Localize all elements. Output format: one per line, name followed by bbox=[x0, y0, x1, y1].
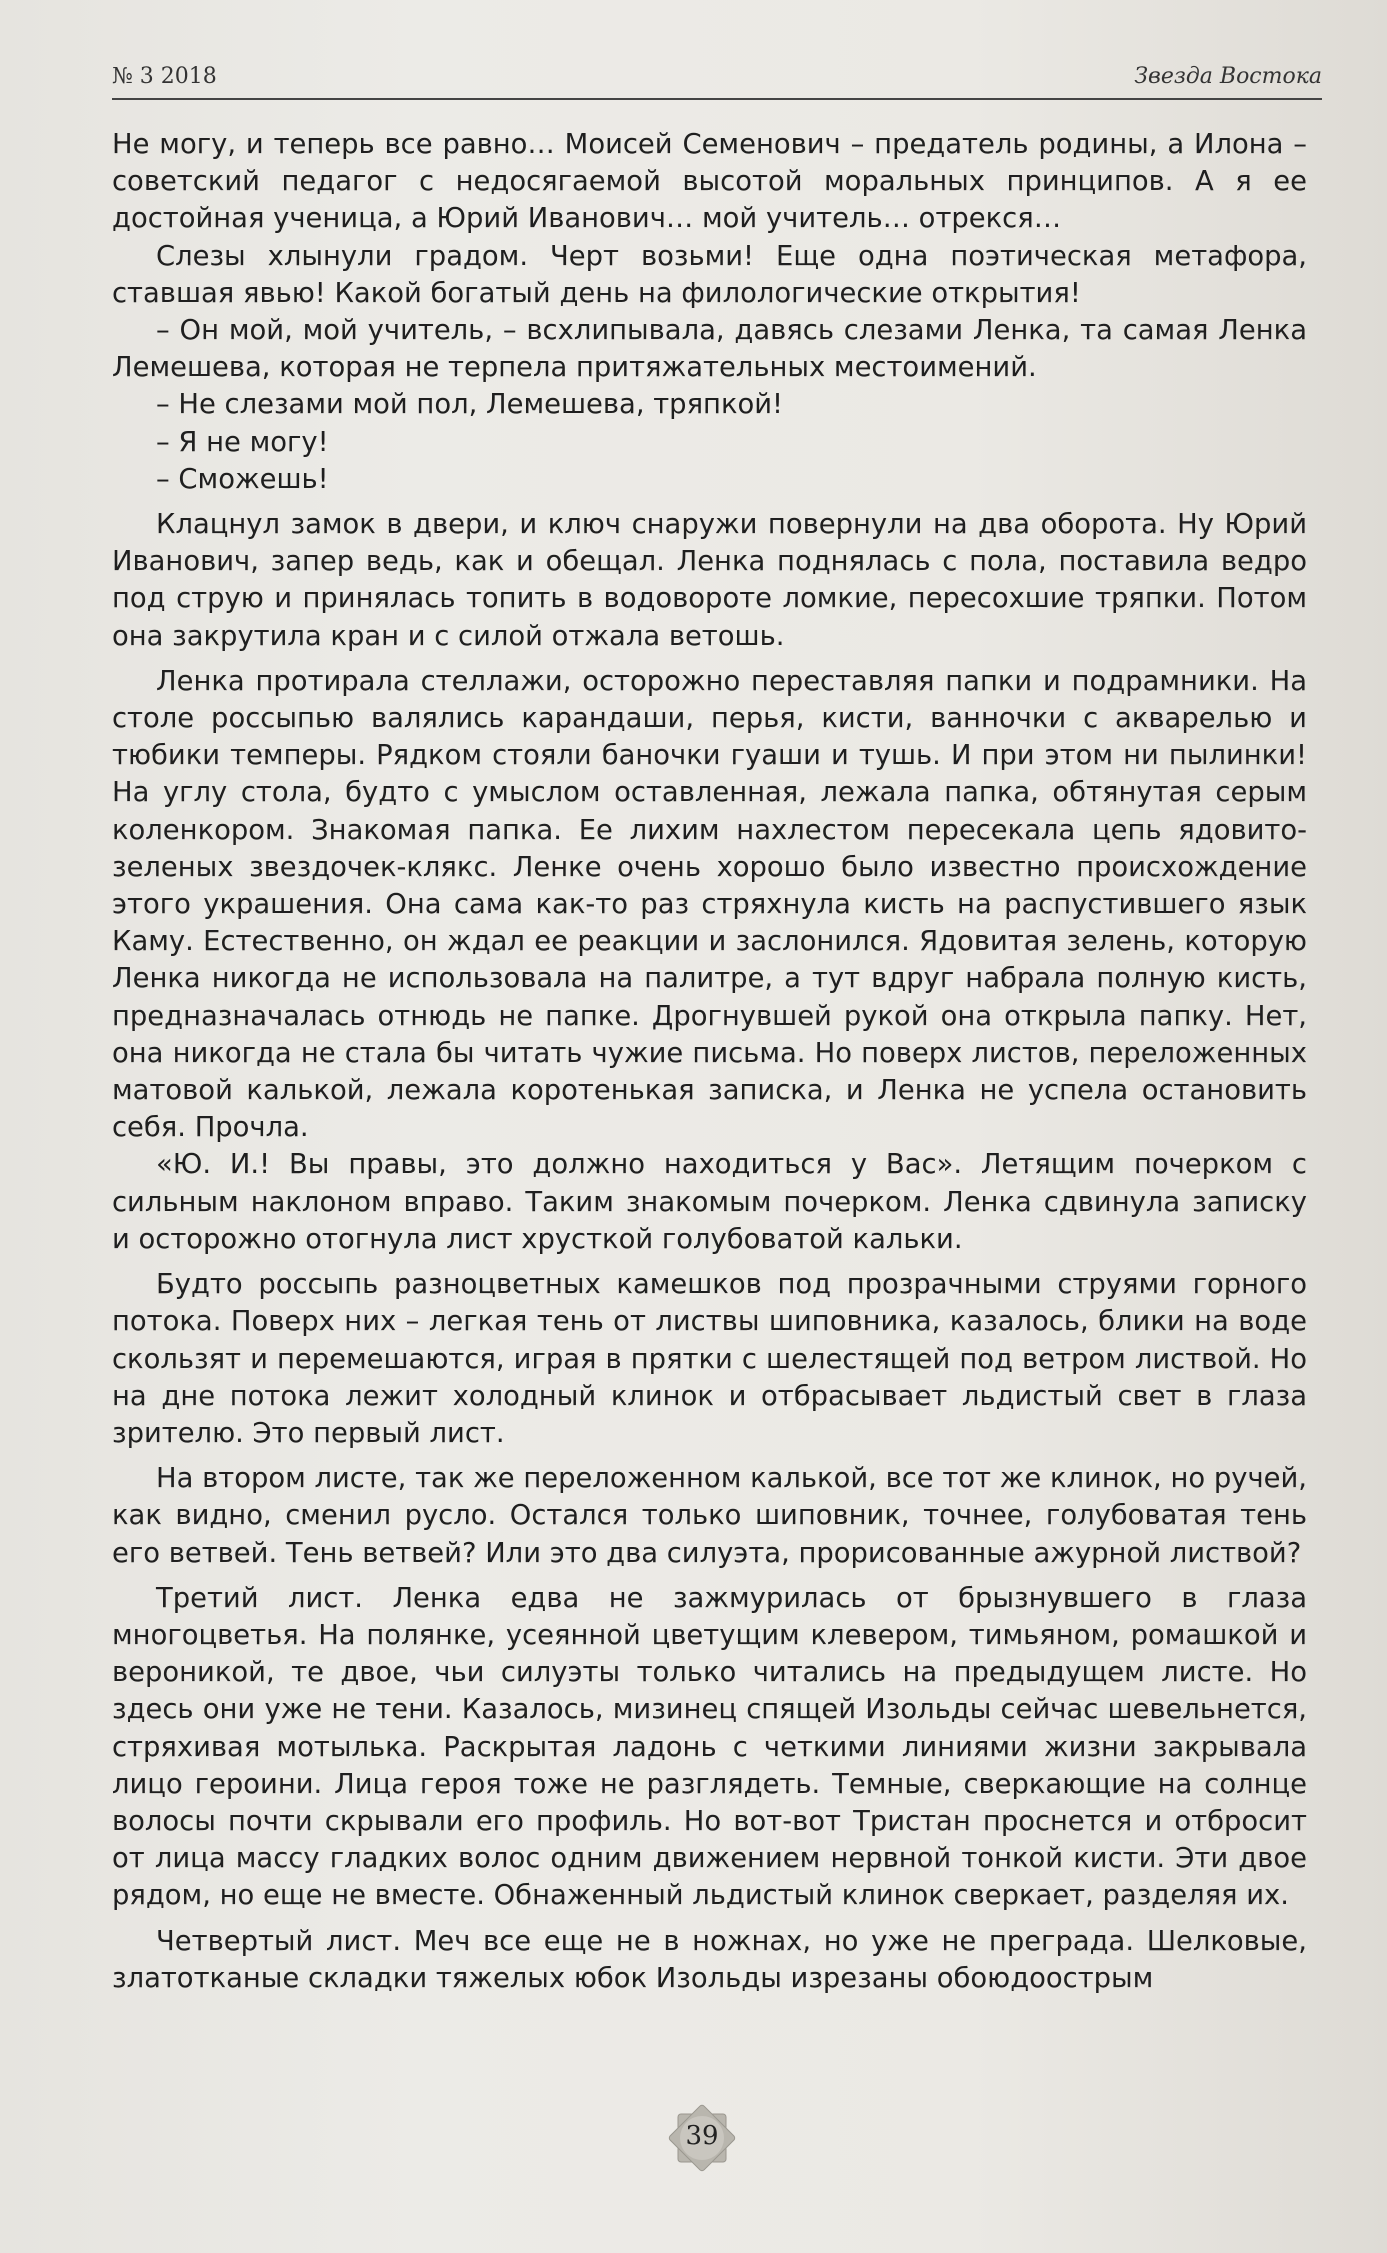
paragraph: Третий лист. Ленка едва не зажмурилась от брызнувшего в глаза многоцветья. На полянке, усеянной цветущим клевером, тимьяном, ромашкой и вероникой, те двое, чьи силуэты только читались на предыдущем листе. Но здесь они уже не тени. Казалось, мизинец спящей Изольды сейчас шевельнется, стряхивая мотылька. Раскрытая ладонь с четкими линиями жизни закрывала лицо героини. Лица героя тоже не разглядеть. Темные, сверкающие на солнце волосы почти скрывали его профиль. Но вот-вот Тристан проснется и отбросит от лица массу гладких волос одним движением нервной тонкой кисти. Эти двое рядом, но еще не вместе. Обнаженный льдистый клинок сверкает, разделяя их. bbox=[112, 1582, 1307, 1912]
article-body bbox=[112, 126, 1307, 1997]
paragraph: – Сможешь! bbox=[156, 463, 329, 495]
journal-title: Звезда Востока bbox=[1134, 64, 1322, 89]
paragraph: Ленка протирала стеллажи, осторожно переставляя папки и подрамники. На столе россыпью валялись карандаши, перья, кисти, ванночки с акварелью и тюбики темперы. Рядком стояли баночки гуаши и тушь. И при этом ни пылинки! На углу стола, будто с умыслом оставленная, лежала папка, обтянутая серым коленкором. Знакомая папка. Ее лихим нахлестом пересекала цепь ядовито-зеленых звездочек-клякс. Ленке очень хорошо было известно происхождение этого украшения. Она сама как-то раз стряхнула кисть на распустившего язык Каму. Естественно, он ждал ее реакции и заслонился. Ядовитая зелень, которую Ленка никогда не использовала на палитре, а тут вдруг набрала полную кисть, предназначалась отнюдь не папке. Дрогнувшей рукой она открыла папку. Нет, она никогда не стала бы читать чужие письма. Но поверх листов, переложенных матовой калькой, лежала коротенькая записка, и Ленка не успела остановить себя. Прочла. bbox=[112, 665, 1307, 1144]
paragraph: – Я не могу! bbox=[156, 426, 329, 458]
paragraph: – Не слезами мой пол, Лемешева, тряпкой! bbox=[156, 389, 784, 421]
issue-number: № 3 2018 bbox=[112, 64, 217, 89]
header-rule bbox=[112, 98, 1322, 100]
paragraph: «Ю. И.! Вы правы, это должно находиться у Вас». Летящим почерком с сильным наклоном вправо. Таким знакомым почерком. Ленка сдвинула записку и осторожно отогнула лист хрусткой голубоватой кальки. bbox=[112, 1149, 1307, 1255]
paragraph: Слезы хлынули градом. Черт возьми! Еще одна поэтическая метафора, ставшая явью! Какой богатый день на филологические открытия! bbox=[112, 240, 1307, 309]
paragraph: Будто россыпь разноцветных камешков под прозрачными струями горного потока. Поверх них – легкая тень от листвы шиповника, казалось, блики на воде скользят и перемешаются, играя в прятки с шелестящей под ветром листвой. Но на дне потока лежит холодный клинок и отбрасывает льдистый свет в глаза зрителю. Это первый лист. bbox=[112, 1269, 1307, 1449]
page-number-badge bbox=[664, 2100, 740, 2176]
page-number: 39 bbox=[685, 2121, 719, 2151]
paragraph: Четвертый лист. Меч все еще не в ножнах, но уже не преграда. Шелковые, златотканые складки тяжелых юбок Изольды изрезаны обоюдоострым bbox=[112, 1925, 1307, 1994]
paragraph: – Он мой, мой учитель, – всхлипывала, давясь слезами Ленка, та самая Ленка Лемешева, которая не терпела притяжательных местоимений. bbox=[112, 315, 1307, 384]
paragraph: Клацнул замок в двери, и ключ снаружи повернули на два оборота. Ну Юрий Иванович, запер ведь, как и обещал. Ленка поднялась с пола, поставила ведро под струю и принялась топить в водовороте ломкие, пересохшие тряпки. Потом она закрутила кран и с силой отжала ветошь. bbox=[112, 509, 1307, 652]
paragraph: На втором листе, так же переложенном калькой, все тот же клинок, но ручей, как видно, сменил русло. Остался только шиповник, точнее, голубоватая тень его ветвей. Тень ветвей? Или это два силуэта, прорисованные ажурной листвой? bbox=[112, 1463, 1307, 1569]
paragraph: Не могу, и теперь все равно… Моисей Семенович – предатель родины, а Илона – советский педагог с недосягаемой высотой моральных принципов. А я ее достойная ученица, а Юрий Иванович… мой учитель… отрекся… bbox=[112, 129, 1307, 235]
